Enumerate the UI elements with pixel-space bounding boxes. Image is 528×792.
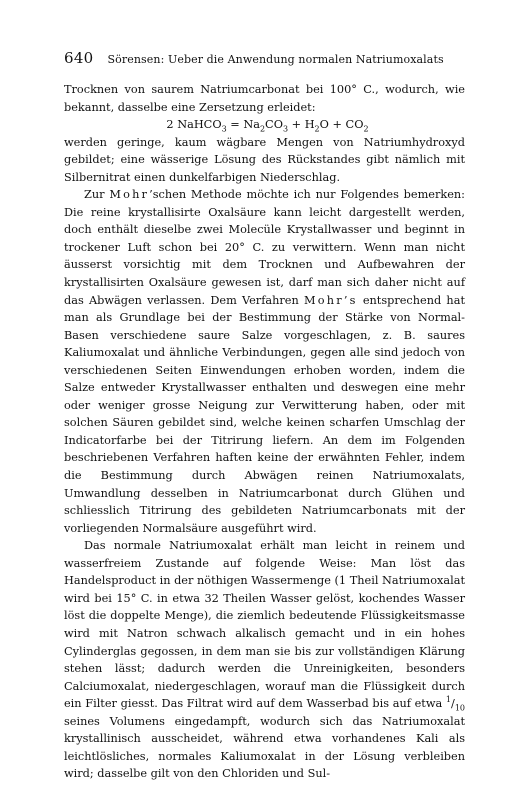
paragraph-3: Zur Mohr’schen Methode möchte ich nur Folgendes bemerken: Die reine krystallisirte Oxalsäure kann leicht dargestellt werden, doch enthält dieselbe zwei Molecüle Krystallwasser und beginnt in trockener Luft schon bei 20° C. zu verwittern. Wenn man nicht äusserst vorsichtig mit dem Trocknen und Aufbewahren der krystallisirten Oxalsäure gewesen ist, darf man sich daher nicht auf das Abwägen verlassen. Dem Verfahren Mohr’s entsprechend hat man als Grundlage bei der Bestimmung der Stärke von Normal-Basen verschiedene saure Salze vorgeschlagen, z. B. saures Kaliumoxalat und ähnliche Verbindungen, gegen alle sind jedoch von verschiedenen Seiten Einwendungen erhoben worden, indem die Salze entweder Krystallwasser enthalten und deswegen eine mehr oder weniger grosse Neigung zur Verwitterung haben, oder mit solchen Säuren gebildet sind, welche keinen scharfen Umschlag der Indicatorfarbe bei der Titrirung liefern. An dem im Folgenden beschriebenen Verfahren haften keine der erwähnten Fehler, indem die Bestimmung durch Abwägen reinen Natriumoxalats, Umwandlung desselben in Natriumcarbonat durch Glühen und schliesslich Titrirung des gebildeten Natriumcarbonats mit der vorliegenden Normalsäure ausgeführt wird. — [64, 188, 465, 535]
paragraph-1: Trocknen von saurem Natriumcarbonat bei 100° C., wodurch, wie bekannt, dasselbe eine Zersetzung erleidet: — [64, 83, 465, 114]
author-name-mohr: Mohr — [109, 188, 150, 202]
author-name-mohrs: Mohr’s — [303, 293, 358, 307]
page-body — [64, 81, 465, 783]
running-title: Sörensen: Ueber die Anwendung normalen Natriumoxalats — [107, 53, 444, 66]
page-header — [64, 49, 465, 67]
paragraph-4: Das normale Natriumoxalat erhält man leicht in reinem und wasserfreiem Zustande auf folgende Weise: Man löst das Handelsproduct in der nöthigen Wassermenge (1 Theil Natriumoxalat wird bei 15° C. in etwa 32 Theilen Wasser gelöst, kochendes Wasser löst die doppelte Menge), die ziemlich bedeutende Flüssigkeitsmasse wird mit Natron schwach alkalisch gemacht und in ein hohes Cylinderglas gegossen, in dem man sie bis zur vollständigen Klärung stehen lässt; dadurch werden die Unreinigkeiten, besonders Calciumoxalat, niedergeschlagen, worauf man die Flüssigkeit durch ein Filter giesst. Das Filtrat wird auf dem Wasserbad bis auf etwa $^1/_{10}$ seines Volumens eingedampft, wodurch sich das Natriumoxalat krystallinisch ausscheidet, während etwa vorhandenes Kali als leichtlösliches, normales Kaliumoxalat in der Lösung verbleiben wird; dasselbe gilt von den Chloriden und Sul- — [64, 539, 465, 781]
fraction-one-tenth: $^1/_{10}$ — [445, 695, 465, 713]
chemical-equation: 2 NaHCO$_3$ = $Na_2CO_3 + H_2O + CO_2$ — [166, 118, 369, 134]
page-number: 640 — [64, 49, 94, 67]
paragraph-2: werden geringe, kaum wägbare Mengen von Natriumhydroxyd gebildet; eine wässerige Lösung des Rückstandes gibt nämlich mit Silbernitrat einen dunkelfarbigen Niederschlag. — [64, 135, 465, 184]
